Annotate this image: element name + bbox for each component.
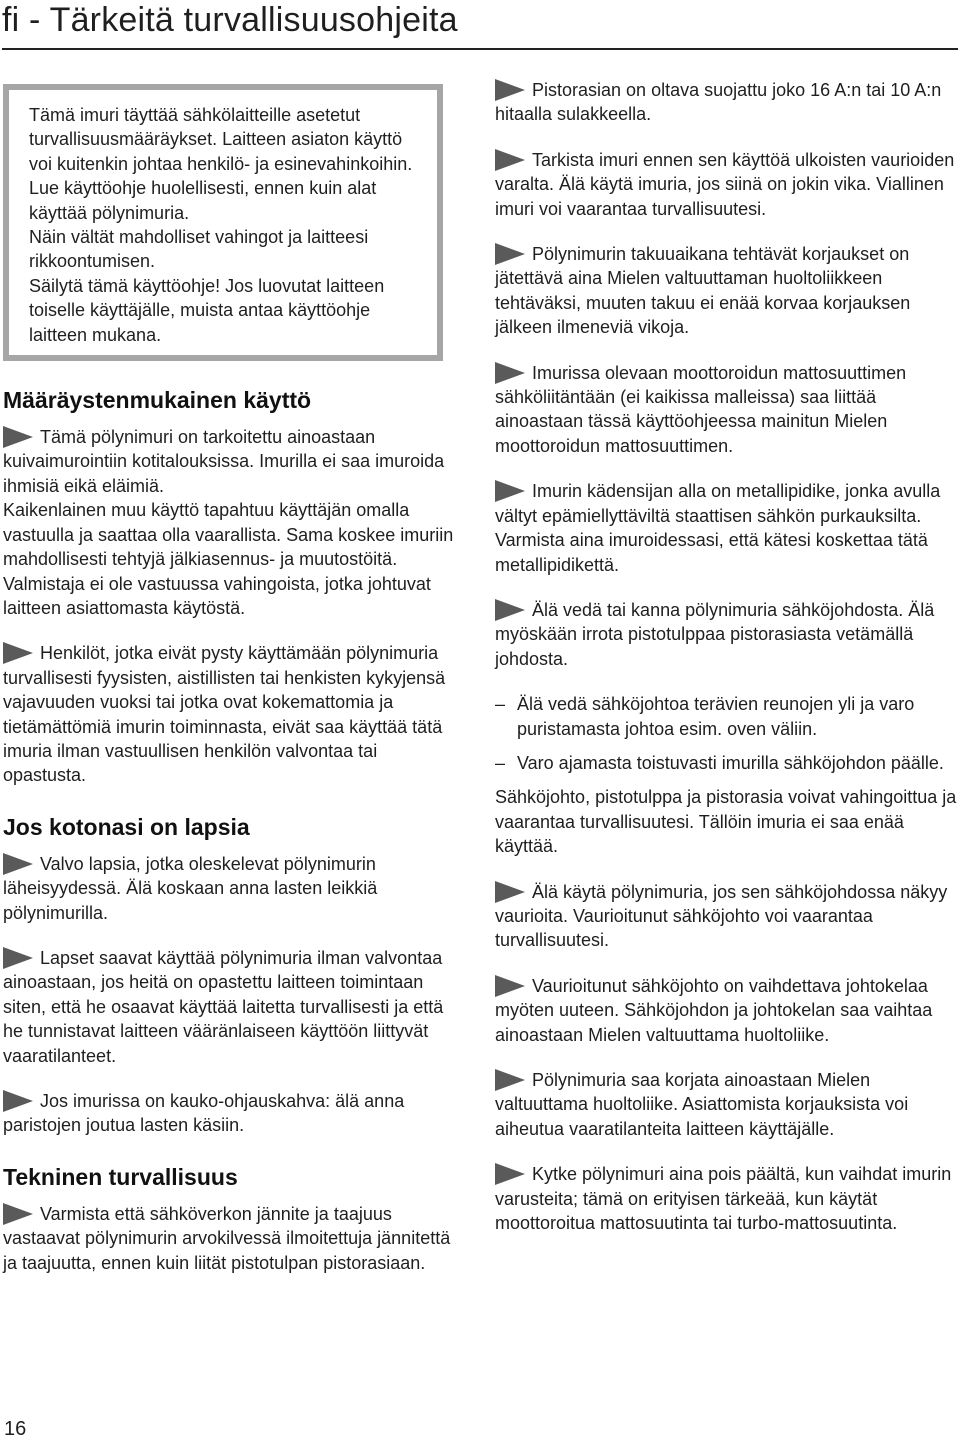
notice-line: Näin vältät mahdolliset vahingot ja laitteesi rikkoontumisen. [29,227,369,272]
paragraph: Valmistaja ei ole vastuussa vahingoista, jotka johtuvat laitteen asiattomasta käytöstä. [3,573,431,618]
arrow-bullet-icon [495,362,525,384]
arrow-bullet-icon [495,79,525,101]
arrow-bullet-icon [495,1069,525,1091]
right-column [495,78,957,1235]
notice-line: Säilytä tämä käyttöohje! Jos luovutat laitteen toiselle käyttäjälle, muista antaa käyttöohje laitteen mukana. [29,275,385,345]
paragraph: Imurissa olevaan moottoroidun mattosuuttimen sähköliitäntään (ei kaikissa malleissa) saa liittää ainoastaan tässä käyttöohjeessa mainitun Mielen moottoroidun mattosuuttimen. [495,362,907,456]
paragraph: Älä vedä tai kanna pölynimuria sähköjohdosta. Älä myöskään irrota pistotulppaa pistorasiasta vetämällä johdosta. [495,599,935,669]
page-number: 16 [4,1418,27,1440]
paragraph: Tarkista imuri ennen sen käyttöä ulkoisten vaurioiden varalta. Älä käytä imuria, jos siinä on jokin vika. Viallinen imuri voi vaarantaa turvallisuutesi. [495,149,955,219]
paragraph: Pölynimuria saa korjata ainoastaan Mielen valtuuttama huoltoliike. Asiattomista korjauksista voi aiheutua vaaratilanteita laitteen käyttäjälle. [495,1070,909,1139]
dash-bullet: – [495,752,506,773]
arrow-bullet-icon [495,599,525,621]
dash-bullet: – [495,694,506,715]
arrow-bullet-icon [3,1203,33,1225]
section-heading-children: Jos kotonasi on lapsia [3,813,250,840]
dash-list-item: – Älä vedä sähköjohtoa terävien reunojen yli ja varo puristamasta johtoa esim. oven väliin. [495,694,915,739]
paragraph: Jos imurissa on kauko-ohjauskahva: älä anna paristojen joutua lasten käsiin. [3,1091,405,1136]
arrow-bullet-icon [495,881,525,903]
arrow-bullet-icon [495,1163,525,1185]
section-heading-intended-use: Määräystenmukainen käyttö [3,387,312,414]
paragraph: Henkilöt, jotka eivät pysty käyttämään pölynimuria turvallisesti fyysisten, aistillisten tai henkisten kykyjensä vajavuuden vuoksi tai jotka ovat kokemattomia ja tietämättömiä imurin toiminnasta, eivät saa käyttää tätä imuria ilman vastuullisen henkilön valvontaa tai opastusta. [3,643,446,786]
paragraph: Pölynimurin takuuaikana tehtävät korjaukset on jätettävä aina Mielen valtuuttaman huoltoliikkeen tehtäväksi, muuten takuu ei enää korvaa korjauksen jälkeen ilmeneviä vikoja. [495,244,911,338]
arrow-bullet-icon [495,149,525,171]
paragraph: Kytke pölynimuri aina pois päältä, kun vaihdat imurin varusteita; tämä on erityisen tärkeää, kun käytät moottoroitua mattosuutinta tai turbo-mattosuutinta. [495,1164,952,1234]
paragraph: Kaikenlainen muu käyttö tapahtuu käyttäjän omalla vastuulla ja saattaa olla vaarallista. Sama koskee imuriin mahdollisesti tehtyjä jälkiasennus- ja muutostöitä. [3,500,454,570]
notice-line: Lue käyttöohje huolellisesti, ennen kuin alat käyttää pölynimuria. [29,178,377,223]
arrow-bullet-icon [495,243,525,265]
paragraph: Älä käytä pölynimuria, jos sen sähköjohdossa näkyy vaurioita. Vaurioitunut sähköjohto voi vaarantaa turvallisuutesi. [495,881,948,951]
page-title: fi - Tärkeitä turvallisuusohjeita [2,1,458,39]
paragraph: Imurin kädensijan alla on metallipidike, jonka avulla vältyt epämiellyttäviltä staattisen sähkön purkauksilta. Varmista aina imuroidessasi, että kätesi koskettaa tätä metallipidikettä. [495,481,941,575]
notice-line: Tämä imuri täyttää sähkölaitteille asetetut turvallisuusmääräykset. Laitteen asiaton käyttö voi kuitenkin johtaa henkilö- ja esinevahinkoihin. [29,105,413,174]
arrow-bullet-icon [3,642,33,664]
paragraph: Vaurioitunut sähköjohto on vaihdettava johtokelaa myöten uuteen. Sähköjohdon ja johtokelan saa vaihtaa ainoastaan Mielen valtuuttama huoltoliike. [495,975,933,1045]
paragraph: Lapset saavat käyttää pölynimuria ilman valvontaa ainoastaan, jos heitä on opastettu laitteen toimintaan siten, että he osaavat käyttää laitetta turvallisesti ja että he tunnistavat laitteen vääränlaiseen käyttöön liittyvät vaaratilanteet. [3,947,444,1066]
paragraph: Varmista että sähköverkon jännite ja taajuus vastaavat pölynimurin arvokilvessä ilmoitettuja jännitettä ja taajuutta, ennen kuin liität pistotulpan pistorasiaan. [3,1203,451,1273]
arrow-bullet-icon [3,947,33,969]
arrow-bullet-icon [3,853,33,875]
paragraph: Tämä pölynimuri on tarkoitettu ainoastaan kuivaimurointiin kotitalouksissa. Imurilla ei saa imuroida ihmisiä eikä eläimiä. [3,427,445,496]
dash-list-item: – Varo ajamasta toistuvasti imurilla sähköjohdon päälle. [495,751,957,775]
arrow-bullet-icon [3,426,33,448]
notice-box [3,84,443,361]
paragraph: Sähköjohto, pistotulppa ja pistorasia voivat vahingoittua ja vaarantaa turvallisuutesi. Tällöin imuria ei saa enää käyttää. [495,787,957,857]
paragraph: Pistorasian on oltava suojattu joko 16 A:n tai 10 A:n hitaalla sulakkeella. [495,80,942,125]
arrow-bullet-icon [495,975,525,997]
arrow-bullet-icon [3,1090,33,1112]
arrow-bullet-icon [495,480,525,502]
paragraph: Valvo lapsia, jotka oleskelevat pölynimurin läheisyydessä. Älä koskaan anna lasten leikkiä pölynimurilla. [3,853,378,923]
page-header [2,0,958,50]
left-column [3,84,463,1275]
section-heading-technical: Tekninen turvallisuus [3,1163,238,1190]
